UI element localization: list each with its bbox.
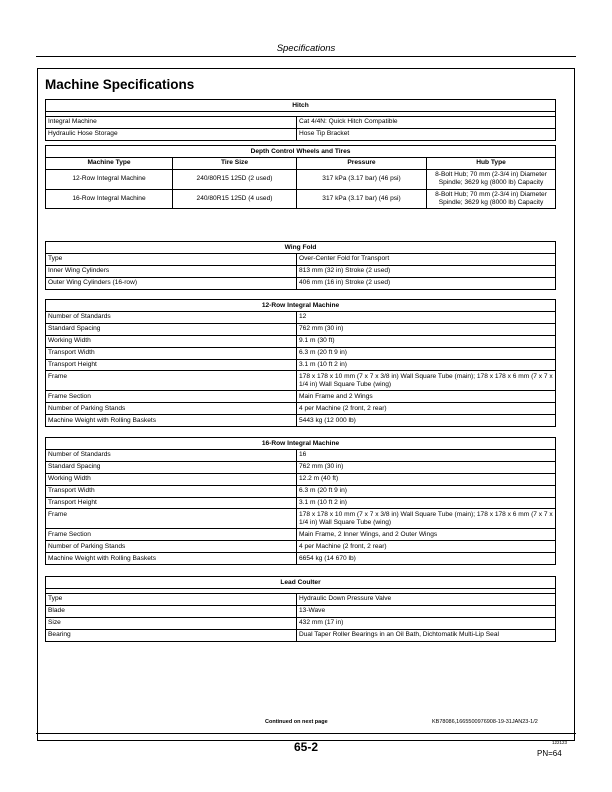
hub-type-cell: 8-Bolt Hub; 70 mm (2-3/4 in) Diameter Spindle; 3629 kg (8000 lb) Capacity <box>427 169 556 189</box>
spec-label: Working Width <box>46 335 297 347</box>
table-row <box>46 497 556 509</box>
table-row <box>46 473 556 485</box>
table-row <box>46 265 556 277</box>
row16-machine-table <box>45 437 556 565</box>
depth-control-heading: Depth Control Wheels and Tires <box>46 146 556 158</box>
lead-coulter-heading: Lead Coulter <box>46 577 556 589</box>
spec-value: 762 mm (30 in) <box>297 461 556 473</box>
table-row <box>46 461 556 473</box>
continued-note: Continued on next page <box>265 719 328 725</box>
table-row <box>46 347 556 359</box>
pressure-cell: 317 kPa (3.17 bar) (46 psi) <box>297 169 427 189</box>
table-row <box>46 541 556 553</box>
spec-label: Transport Width <box>46 347 297 359</box>
running-header-title: Specifications <box>276 43 336 54</box>
spec-label: Frame <box>46 371 297 391</box>
spec-value: 3.1 m (10 ft 2 in) <box>297 497 556 509</box>
table-row <box>46 391 556 403</box>
table-row <box>46 485 556 497</box>
table-row <box>46 509 556 529</box>
spec-label: Transport Height <box>46 359 297 371</box>
row12-machine-table <box>45 299 556 427</box>
spec-label: Type <box>46 253 297 265</box>
spec-value: 406 mm (16 in) Stroke (2 used) <box>297 277 556 289</box>
table-header-row <box>46 157 556 169</box>
spec-label: Type <box>46 593 297 605</box>
table-row <box>46 629 556 641</box>
spec-label: Frame Section <box>46 529 297 541</box>
spec-label: Outer Wing Cylinders (16-row) <box>46 277 297 289</box>
depth-control-table <box>45 145 556 209</box>
wing-fold-heading: Wing Fold <box>46 242 556 254</box>
spec-value: 6.3 m (20 ft 9 in) <box>297 485 556 497</box>
tire-size-cell: 240/80R15 125D (4 used) <box>173 189 297 209</box>
spec-label: Number of Standards <box>46 311 297 323</box>
spec-label: Number of Standards <box>46 449 297 461</box>
pn-label: PN=64 <box>537 749 562 758</box>
column-header: Hub Type <box>427 157 556 169</box>
spec-label: Inner Wing Cylinders <box>46 265 297 277</box>
spec-value: Cat 4/4N: Quick Hitch Compatible <box>297 116 556 128</box>
spec-value: 762 mm (30 in) <box>297 323 556 335</box>
spec-label: Bearing <box>46 629 297 641</box>
table-row <box>46 593 556 605</box>
spec-value: 13-Wave <box>297 605 556 617</box>
spec-value: Hydraulic Down Pressure Valve <box>297 593 556 605</box>
table-row <box>46 371 556 391</box>
spec-label: Transport Height <box>46 497 297 509</box>
hitch-heading: Hitch <box>46 100 556 112</box>
table-row <box>46 323 556 335</box>
spec-value: 12.2 m (40 ft) <box>297 473 556 485</box>
spec-label: Number of Parking Stands <box>46 541 297 553</box>
spec-value: 178 x 178 x 10 mm (7 x 7 x 3/8 in) Wall Square Tube (main); 178 x 178 x 6 mm (7 x 7 x 1/4 in) Wall Square Tube (wing) <box>297 371 556 391</box>
column-header: Machine Type <box>46 157 173 169</box>
table-row <box>46 189 556 209</box>
table-row <box>46 169 556 189</box>
spec-value: 813 mm (32 in) Stroke (2 used) <box>297 265 556 277</box>
spec-value: Over-Center Fold for Transport <box>297 253 556 265</box>
table-row <box>46 335 556 347</box>
spec-value: 5443 kg (12 000 lb) <box>297 415 556 427</box>
spec-label: Blade <box>46 605 297 617</box>
table-row <box>46 449 556 461</box>
table-row <box>46 128 556 140</box>
machine-type-cell: 12-Row Integral Machine <box>46 169 173 189</box>
table-row <box>46 529 556 541</box>
spec-label: Hydraulic Hose Storage <box>46 128 297 140</box>
footer-rule <box>36 733 576 734</box>
document-id: KB78086,1665500976908-19-31JAN23-1/2 <box>432 719 538 725</box>
spec-label: Machine Weight with Rolling Baskets <box>46 415 297 427</box>
spec-label: Standard Spacing <box>46 323 297 335</box>
table-row <box>46 277 556 289</box>
spec-label: Number of Parking Stands <box>46 403 297 415</box>
spec-value: 178 x 178 x 10 mm (7 x 7 x 3/8 in) Wall Square Tube (main); 178 x 178 x 6 mm (7 x 7 x 1/4 in) Wall Square Tube (wing) <box>297 509 556 529</box>
column-header: Pressure <box>297 157 427 169</box>
table-row <box>46 403 556 415</box>
spec-label: Machine Weight with Rolling Baskets <box>46 553 297 565</box>
spec-label: Integral Machine <box>46 116 297 128</box>
hub-type-cell: 8-Bolt Hub; 70 mm (2-3/4 in) Diameter Spindle; 3629 kg (8000 lb) Capacity <box>427 189 556 209</box>
table-row <box>46 311 556 323</box>
hitch-table <box>45 99 556 141</box>
table-row <box>46 605 556 617</box>
table-row <box>46 553 556 565</box>
spec-label: Size <box>46 617 297 629</box>
spec-value: 3.1 m (10 ft 2 in) <box>297 359 556 371</box>
page-title: Machine Specifications <box>45 77 195 92</box>
spec-value: 12 <box>297 311 556 323</box>
spec-label: Frame Section <box>46 391 297 403</box>
spec-label: Transport Width <box>46 485 297 497</box>
header-rule <box>36 56 576 57</box>
spec-value: Hose Tip Bracket <box>297 128 556 140</box>
spec-value: 6654 kg (14 670 lb) <box>297 553 556 565</box>
revision-code: 122123 <box>552 740 568 745</box>
table-row <box>46 359 556 371</box>
machine-type-cell: 16-Row Integral Machine <box>46 189 173 209</box>
spec-label: Standard Spacing <box>46 461 297 473</box>
row16-heading: 16-Row Integral Machine <box>46 438 556 450</box>
spec-label: Frame <box>46 509 297 529</box>
spec-value: 16 <box>297 449 556 461</box>
row12-heading: 12-Row Integral Machine <box>46 300 556 312</box>
spec-value: 4 per Machine (2 front, 2 rear) <box>297 403 556 415</box>
spec-value: 4 per Machine (2 front, 2 rear) <box>297 541 556 553</box>
table-row <box>46 415 556 427</box>
spec-value: Main Frame, 2 Inner Wings, and 2 Outer Wings <box>297 529 556 541</box>
table-row <box>46 617 556 629</box>
tire-size-cell: 240/80R15 125D (2 used) <box>173 169 297 189</box>
spec-value: Main Frame and 2 Wings <box>297 391 556 403</box>
spec-value: 6.3 m (20 ft 9 in) <box>297 347 556 359</box>
spec-value: Dual Taper Roller Bearings in an Oil Bath, Dichtomatik Multi-Lip Seal <box>297 629 556 641</box>
table-row <box>46 116 556 128</box>
pressure-cell: 317 kPa (3.17 bar) (46 psi) <box>297 189 427 209</box>
spec-label: Working Width <box>46 473 297 485</box>
spec-value: 9.1 m (30 ft) <box>297 335 556 347</box>
page-number: 65-2 <box>293 740 319 754</box>
lead-coulter-table <box>45 576 556 642</box>
column-header: Tire Size <box>173 157 297 169</box>
spec-value: 432 mm (17 in) <box>297 617 556 629</box>
table-row <box>46 253 556 265</box>
wing-fold-table <box>45 241 556 290</box>
